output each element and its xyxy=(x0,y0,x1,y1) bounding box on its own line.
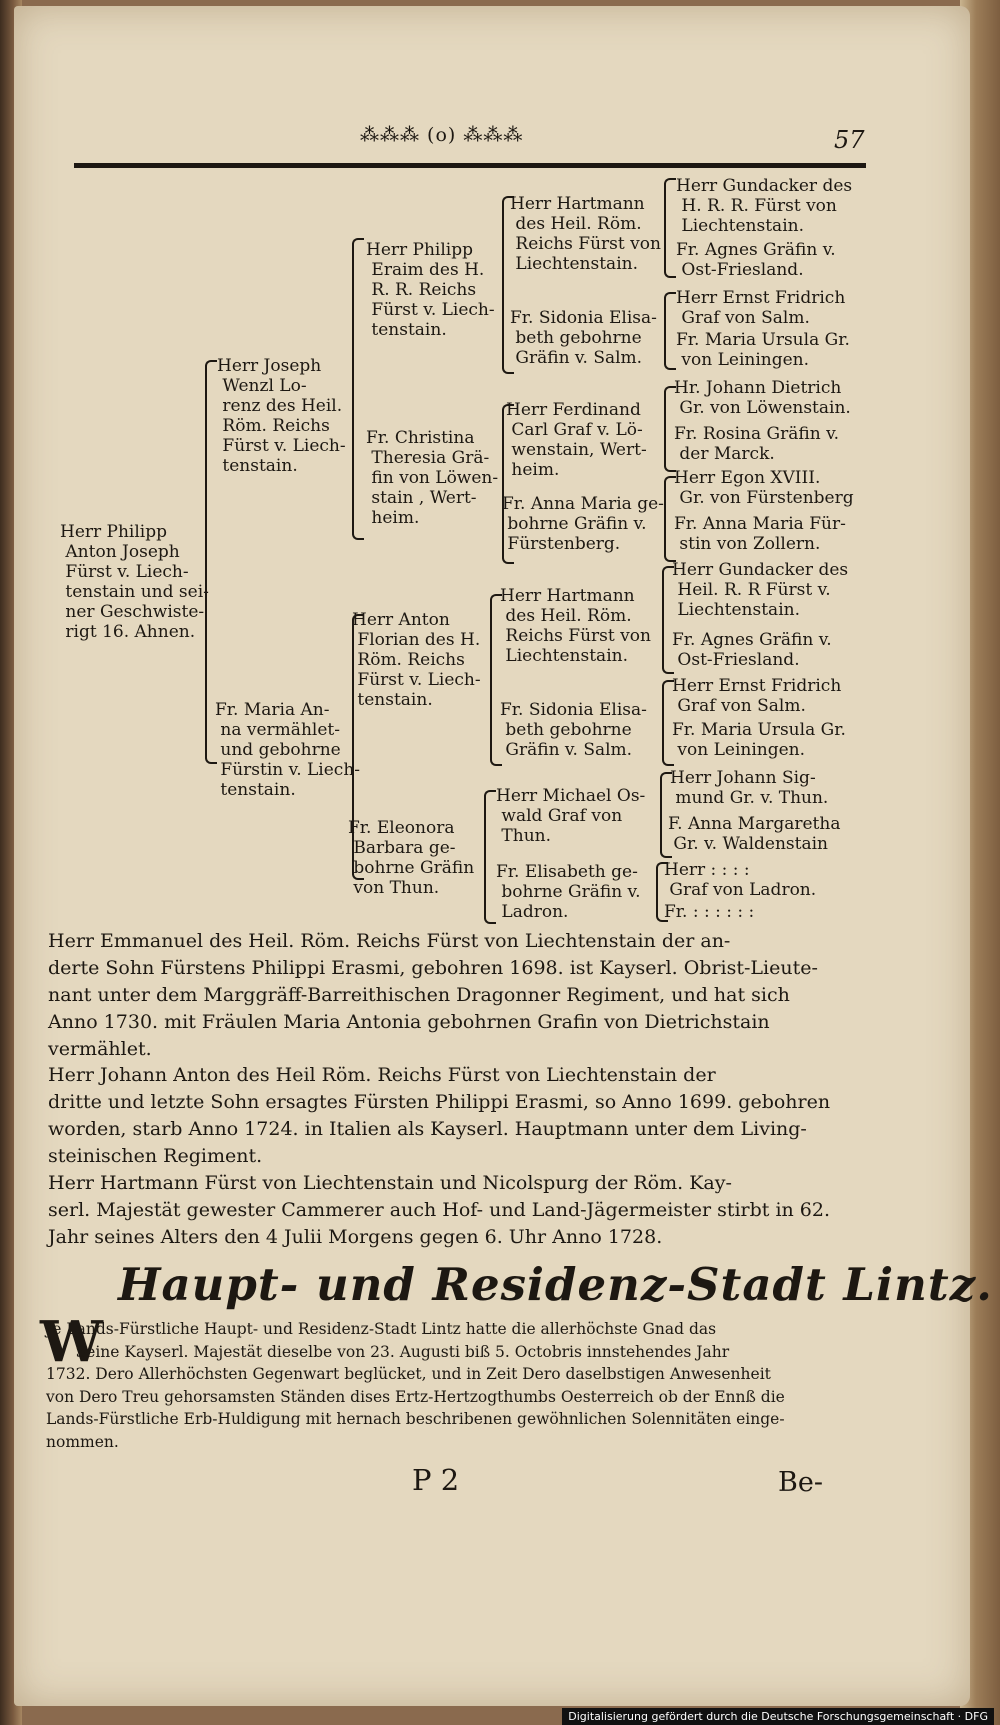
signature-mark: P 2 xyxy=(412,1463,460,1497)
tree-gen4: F. Anna Margaretha Gr. v. Waldenstain xyxy=(668,814,841,854)
paragraph: Herr Emmanuel des Heil. Röm. Reichs Fürst von Liechtenstain der an- derte Sohn Fürstens Philippi Erasmi, gebohren 1698. ist Kayserl. Obrist-Lieute- nant unter dem Marggräff-Barreithischen Dragonner Regiment, und hat sich Anno 1730. mit Fräulen Maria Antonia gebohrnen Grafin von Dietrichstain vermählet. xyxy=(48,930,818,1060)
tree-gen3: Herr Michael Os- wald Graf von Thun. xyxy=(496,786,646,846)
section-title: Haupt- und Residenz-Stadt Lintz. xyxy=(118,1258,993,1311)
tree-gen3: Herr Hartmann des Heil. Röm. Reichs Fürst von Liechtenstain. xyxy=(500,586,651,666)
tree-gen3: Fr. Anna Maria ge- bohrne Gräfin v. Fürstenberg. xyxy=(502,494,664,554)
tree-gen4: Fr. : : : : : : xyxy=(664,902,755,922)
tree-gen4: Herr Egon XVIII. Gr. von Fürstenberg xyxy=(674,468,854,508)
brace xyxy=(484,790,496,924)
tree-gen4: Fr. Maria Ursula Gr. von Leiningen. xyxy=(676,330,850,370)
tree-gen3: Herr Ferdinand Carl Graf v. Lö- wenstain, Wert- heim. xyxy=(506,400,647,480)
header-rule xyxy=(74,163,866,168)
catchword: Be- xyxy=(778,1467,823,1498)
tree-gen4: Fr. Agnes Gräfin v. Ost-Friesland. xyxy=(676,240,836,280)
tree-gen3: Fr. Sidonia Elisa- beth gebohrne Gräfin v. Salm. xyxy=(500,700,647,760)
tree-gen4: Fr. Maria Ursula Gr. von Leiningen. xyxy=(672,720,846,760)
tree-gen4: Herr : : : : Graf von Ladron. xyxy=(664,860,817,900)
tree-father: Herr Joseph Wenzl Lo- renz des Heil. Röm. Reichs Fürst v. Liech- tenstain. xyxy=(217,356,346,476)
page-number: 57 xyxy=(834,126,865,154)
tree-gen4: Hr. Johann Dietrich Gr. von Löwenstain. xyxy=(674,378,851,418)
tree-gen4: Fr. Rosina Gräfin v. der Marck. xyxy=(674,424,840,464)
tree-gen3: Fr. Sidonia Elisa- beth gebohrne Gräfin v. Salm. xyxy=(510,308,657,368)
tree-mother: Fr. Maria An- na vermählet- und gebohrne Fürstin v. Liech- tenstain. xyxy=(215,700,361,800)
tree-gen4: Herr Johann Sig- mund Gr. v. Thun. xyxy=(670,768,829,808)
digitization-footer: Digitalisierung gefördert durch die Deutsche Forschungsgemeinschaft · DFG xyxy=(562,1708,994,1725)
tree-gen3: Fr. Elisabeth ge- bohrne Gräfin v. Ladron. xyxy=(496,862,641,922)
tree-gen2: Fr. Christina Theresia Grä- fin von Löwen- stain , Wert- heim. xyxy=(366,428,499,528)
paragraph: Herr Hartmann Fürst von Liechtenstain und Nicolspurg der Röm. Kay- serl. Majestät gewester Cammerer auch Hof- und Land-Jägermeister stirbt in 62. Jahr seines Alters den 4 Julii Morgens gegen 6. Uhr Anno 1728. xyxy=(48,1172,831,1248)
tree-gen2: Herr Philipp Eraim des H. R. R. Reichs Fürst v. Liech- tenstain. xyxy=(366,240,495,340)
tree-gen4: Fr. Agnes Gräfin v. Ost-Friesland. xyxy=(672,630,832,670)
brace xyxy=(664,178,676,278)
running-header-ornament: ⁂⁂⁂ (o) ⁂⁂⁂ xyxy=(360,124,524,146)
tree-gen4: Herr Gundacker des Heil. R. R Fürst v. Liechtenstain. xyxy=(672,560,849,620)
tree-gen4: Herr Ernst Fridrich Graf von Salm. xyxy=(672,676,842,716)
brace xyxy=(664,292,676,370)
section-text: Je Lands-Fürstliche Haupt- und Residenz-Stadt Lintz hatte die allerhöchste Gnad das Seine Kayserl. Majestät dieselbe von 23. Augusti biß 5. Octobris innstehendes Jahr 1732. Dero Allerhöchsten Gegenwart beglücket, und in Zeit Dero daselbstigen Anwesenheit von Dero Treu gehorsamsten Ständen dises Ertz-Hertzogthumbs Oesterreich ob der Ennß die Lands-Fürstliche Erb-Huldigung mit hernach beschribenen gewöhnlichen Solennitäten einge- nommen. xyxy=(46,1320,785,1451)
brace xyxy=(352,238,364,540)
tree-gen4: Herr Ernst Fridrich Graf von Salm. xyxy=(676,288,846,328)
tree-root: Herr Philipp Anton Joseph Fürst v. Liech- tenstain und sei- ner Geschwiste- rigt 16. Ahnen. xyxy=(60,522,209,642)
drop-cap: W xyxy=(40,1309,103,1375)
tree-gen2: Herr Anton Florian des H. Röm. Reichs Fürst v. Liech- tenstain. xyxy=(352,610,481,710)
paragraph: Herr Johann Anton des Heil Röm. Reichs Fürst von Liechtenstain der dritte und letzte Sohn ersagtes Fürsten Philippi Erasmi, so Anno 1699. gebohren worden, starb Anno 1724. in Italien als Kayserl. Hauptmann unter dem Living- steinischen Regiment. xyxy=(48,1064,831,1167)
tree-gen4: Herr Gundacker des H. R. R. Fürst von Liechtenstain. xyxy=(676,176,853,236)
tree-gen3: Herr Hartmann des Heil. Röm. Reichs Fürst von Liechtenstain. xyxy=(510,194,661,274)
tree-gen4: Fr. Anna Maria Für- stin von Zollern. xyxy=(674,514,846,554)
tree-gen2: Fr. Eleonora Barbara ge- bohrne Gräfin von Thun. xyxy=(348,818,475,898)
